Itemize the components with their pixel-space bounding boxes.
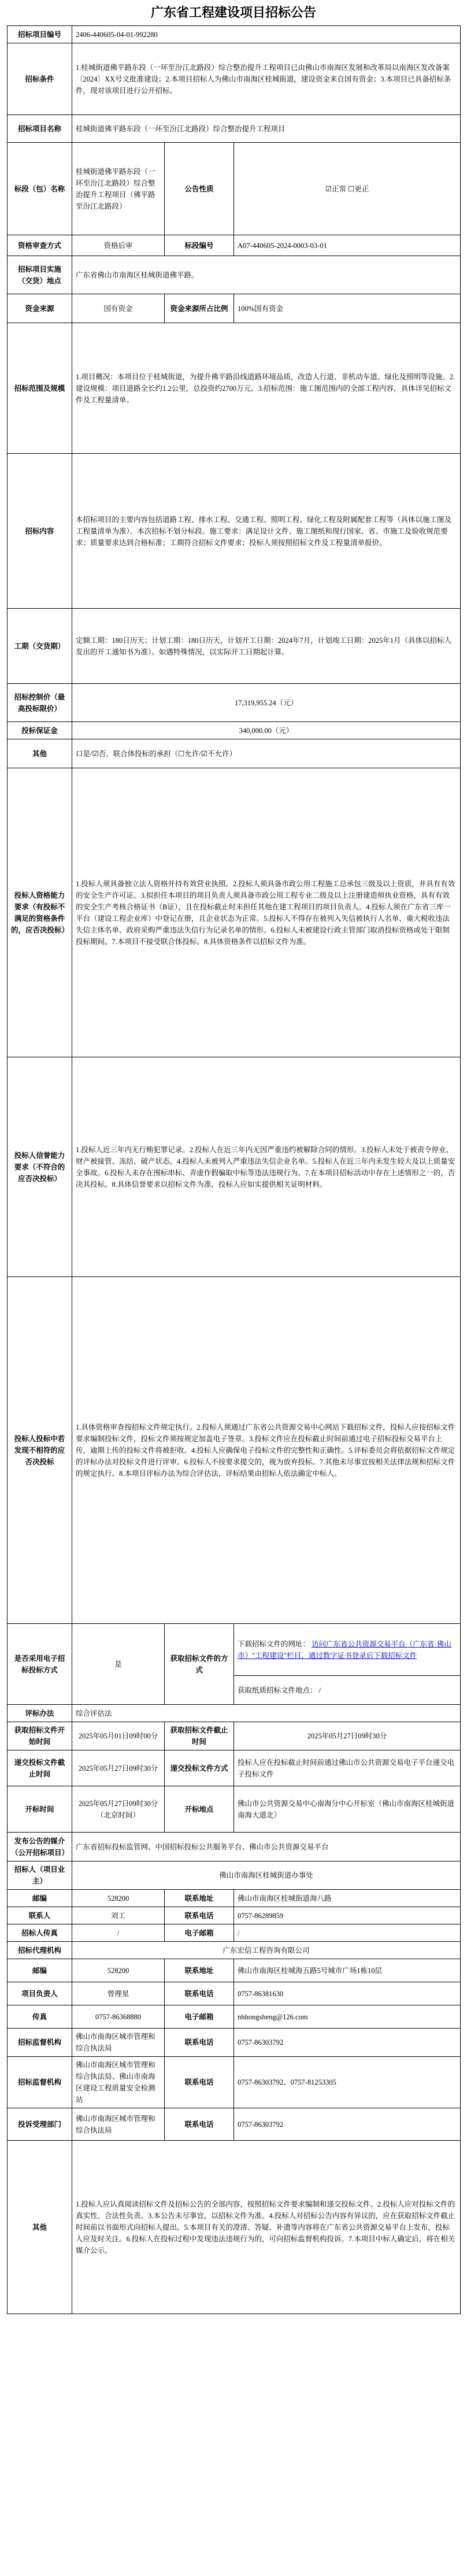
agent-fax-label: 传真: [8, 2005, 72, 2029]
complaint-value: 佛山市南海区城市管理和综合执法局: [72, 2108, 165, 2141]
tenderer-fax-label: 招标人传真: [8, 1924, 72, 1942]
row-period: [8, 609, 461, 684]
row-ceiling: [8, 684, 461, 722]
supervisor-value: 佛山市南海区城市管理和综合执法局: [72, 2029, 165, 2057]
online-value: 是: [72, 1624, 165, 1705]
row-name: [8, 115, 461, 143]
submit-time-label: 递交投标文件截止时间: [8, 1750, 72, 1786]
content-label: 招标内容: [8, 454, 72, 609]
other-value: 口是/☑否。联合体投标的承担（☐允许/☑不允许）: [72, 739, 461, 768]
supervisor2-tel-label: 联系电话: [165, 2057, 234, 2108]
get-start-value: 2025年05月01日09时00分: [72, 1722, 165, 1750]
get-end-value: 2025年05月27日09时30分: [234, 1722, 461, 1750]
notes-label: 其他: [8, 2141, 72, 2314]
notes-value: 1.投标人应认真阅读招标文件及招标公告的全部内容，按照招标文件要求编制和递交投标文件。2.投标人应对投标文件的真实性、合法性负责。3.本公告未尽事宜，以招标文件为准。4.投标人对招标公告内容有异议的，应在获取招标文件截止时间前以书面形式向招标人提出。5.本项目有关的澄清、答疑、补遗等内容将在广东省公共资源交易平台上发布，投标人应及时关注。6.投标人在投标过程中发现违法违规行为的，可向招标监督机构投诉。7.本项目中标人确定后，将在相关媒介公示。: [72, 2141, 461, 2314]
name-label: 招标项目名称: [8, 115, 72, 143]
row-location: [8, 256, 461, 294]
complaint-tel-label: 联系电话: [165, 2108, 234, 2141]
row-submit: [8, 1750, 461, 1786]
section-value: 桂城街道佛平路东段（一环至汾江北路段）综合整治提升工程项目（佛平路至汾江北路段）: [72, 143, 165, 235]
submit-method-label: 递交投标文件方式: [165, 1750, 234, 1786]
row-tenderer: [8, 1861, 461, 1890]
tenderer-postcode-value: 528200: [72, 1890, 165, 1907]
agent-contact-value: 曾理星: [72, 1982, 165, 2005]
row-eval-method: [8, 1705, 461, 1722]
conditions-label: 招标条件: [8, 43, 72, 115]
tenderer-label: 招标人（项目业主）: [8, 1861, 72, 1890]
section-code-value: A07-440605-2024-0003-03-01: [234, 235, 461, 256]
agent-phone-label: 联系电话: [165, 1982, 234, 2005]
notice-title: 广东省工程建设项目招标公告: [150, 5, 316, 20]
tenderer-address-value: 佛山市南海区桂城街道海八路: [234, 1890, 461, 1907]
fund-ratio-label: 资金来源所占比例: [165, 294, 234, 323]
eval-method-label: 评标办法: [8, 1705, 72, 1722]
paper-doc: 获取纸质招标文件地点： /: [234, 1676, 461, 1705]
fund-label: 资金来源: [8, 294, 72, 323]
scope-label: 招标范围及规模: [8, 323, 72, 454]
fund-value: 国有资金: [72, 294, 165, 323]
row-open: [8, 1786, 461, 1833]
row-tenderer-2: [8, 1907, 461, 1924]
online-label: 是否采用电子招标投标方式: [8, 1624, 72, 1705]
row-content: [8, 454, 461, 609]
tenderer-phone-value: 0757-86289859: [234, 1907, 461, 1924]
agent-phone-value: 0757-86381630: [234, 1982, 461, 2005]
row-complaint: [8, 2108, 461, 2141]
row-scope: [8, 323, 461, 454]
evaluation-value: 1.投标人近三年内无行贿犯罪记录。2.投标人在近三年内无因严重违约被解除合同的情形。3.投标人未处于被责令停业、财产被接管、冻结、破产状态。4.投标人未被列入严重违法失信企业名单。5.投标人在近三年内未发生较大及以上质量安全事故。6.投标人未存在围标串标、弄虚作假骗取中标等违法违规行为。7.在本项目招标活动中存在上述情形之一的，否决其投标。8.具体信誉要求以招标文件为准，投标人应如实提供相关证明材料。: [72, 1057, 461, 1277]
supervisor2-tel-value: 0757-86303792、0757-81253305: [234, 2057, 461, 2108]
row-tenderer-3: [8, 1924, 461, 1942]
tenderer-contact-label: 联系人: [8, 1907, 72, 1924]
submit-time-value: 2025年05月27日09时30分: [72, 1750, 165, 1786]
get-start-label: 获取招标文件开始时间: [8, 1722, 72, 1750]
supervisor2-value: 佛山市南海区城市管理和综合执法局、佛山市南海区建设工程质量安全检测站: [72, 2057, 165, 2108]
method-value: 1.具体资格审查按招标文件规定执行。2.投标人须通过广东省公共资源交易中心网站下载招标文件，投标人应按招标文件要求编制投标文件，投标文件须按规定加盖电子签章。3.投标文件应在投标截止时间前通过电子招标投标交易平台上传，逾期上传的投标文件将被拒收。4.投标人应确保电子投标文件的完整性和正确性。5.评标委员会将依据招标文件规定的评标办法对投标文件进行评审。6.投标人不按要求提交的，视为放弃投标。7.其他未尽事宜按相关法律法规和招标文件的规定执行。8.本项目评标办法为综合评估法，评标结果由招标人依法确定中标人。: [72, 1277, 461, 1624]
agent-postcode-value: 528200: [72, 1959, 165, 1982]
row-tenderer-1: [8, 1890, 461, 1907]
row-supervisor-2: [8, 2057, 461, 2108]
guarantee-value: 340,000.00（元）: [72, 722, 461, 739]
row-method: [8, 1277, 461, 1624]
agent-address-label: 联系地址: [165, 1959, 234, 1982]
notice-table: [7, 25, 461, 2314]
row-guarantee: [8, 722, 461, 739]
tenderer-address-label: 联系地址: [165, 1890, 234, 1907]
open-time-label: 开标时间: [8, 1786, 72, 1833]
agent-fax-value: 0757-86368880: [72, 2005, 165, 2029]
row-publish: [8, 1833, 461, 1861]
row-fund: [8, 294, 461, 323]
row-agent-1: [8, 1959, 461, 1982]
section-code-label: 标段编号: [165, 235, 234, 256]
tenderer-value: 佛山市南海区桂城街道办事处: [72, 1861, 461, 1890]
submit-method-value: 投标人应在投标截止时间前通过佛山市公共资源交易电子平台递交电子投标文件: [234, 1750, 461, 1786]
publish-value: 广东省招标投标监管网、中国招标投标公共服务平台、佛山市公共资源交易平台: [72, 1833, 461, 1861]
tenderer-fax-value: /: [72, 1924, 165, 1942]
row-notes: [8, 2141, 461, 2314]
tenderer-email-label: 电子邮箱: [165, 1924, 234, 1942]
complaint-label: 投诉受理部门: [8, 2108, 72, 2141]
notice-nature-value: ☑正常 ☐更正: [234, 143, 461, 235]
row-section: [8, 143, 461, 235]
conditions-value: 1.桂城街道佛平路东段（一环至汾江北路段）综合整治提升工程项目已由佛山市南海区发展和改革局以南海区发改备案〔2024〕XX号文批准建设；2.本项目招标人为佛山市南海区桂城街道，建设资金来自国有资金；3.本项目已具备招标条件，现对该项目进行公开招标。: [72, 43, 461, 115]
eval-method-value: 综合评估法: [72, 1705, 461, 1722]
row-qualification: [8, 768, 461, 1057]
supervisor-tel-value: 0757-86303792: [234, 2029, 461, 2057]
agent-email-value: nhhongsheng@126.com: [234, 2005, 461, 2029]
get-doc-label: 获取招标文件的方式: [165, 1624, 234, 1705]
tenderer-postcode-label: 邮编: [8, 1890, 72, 1907]
tenderer-phone-label: 联系电话: [165, 1907, 234, 1924]
row-supervisor: [8, 2029, 461, 2057]
ceiling-label: 招标控制价（最高投标限价）: [8, 684, 72, 722]
fund-ratio-value: 100%国有资金: [234, 294, 461, 323]
agent-address-value: 佛山市南海区桂城海五路5号城市广场1栋10层: [234, 1959, 461, 1982]
open-time-value: 2025年05月27日09时30分（北京时间）: [72, 1786, 165, 1833]
agent-contact-label: 项目负责人: [8, 1982, 72, 2005]
name-value: 桂城街道佛平路东段（一环至汾江北路段）综合整治提升工程项目: [72, 115, 461, 143]
content-value: 本招标项目的主要内容包括道路工程、排水工程、交通工程、照明工程、绿化工程及附属配套工程等（具体以施工图及工程量清单为准）。本次招标不划分标段。施工要求：满足设计文件、施工图纸和现行国家、省、市施工及验收规范要求；质量要求达到合格标准；工期符合招标文件要求；投标人须按照招标文件及工程量清单报价。: [72, 454, 461, 609]
row-other: [8, 739, 461, 768]
period-label: 工期（交货期）: [8, 609, 72, 684]
row-cert-type: [8, 235, 461, 256]
guarantee-label: 投标保证金: [8, 722, 72, 739]
evaluation-label: 投标人信誉能力要求（不符合的应否决投标）: [8, 1057, 72, 1277]
section-label: 标段（包）名称: [8, 143, 72, 235]
get-doc-site-label: 下载招标文件的网址: [238, 1639, 303, 1648]
row-agent-2: [8, 1982, 461, 2005]
project-no-label: 招标项目编号: [8, 26, 72, 43]
supervisor-label: 招标监督机构: [8, 2029, 72, 2057]
agent-email-label: 电子邮箱: [165, 2005, 234, 2029]
get-end-label: 获取招标文件截止时间: [165, 1722, 234, 1750]
method-label: 投标人投标中若发现不相符的应否决投标: [8, 1277, 72, 1624]
period-value: 定额工期：180日历天；计划工期：180日历天，计划开工日期：2024年7月，计划竣工日期：2025年1月（具体以招标人发出的开工通知书为准）。如遇特殊情况，以实际开工日期起计算。: [72, 609, 461, 684]
supervisor-tel-label: 联系电话: [165, 2029, 234, 2057]
row-get-time: [8, 1722, 461, 1750]
agent-postcode-label: 邮编: [8, 1959, 72, 1982]
agent-label: 招标代理机构: [8, 1942, 72, 1959]
tenderer-email-value: /: [234, 1924, 461, 1942]
row-project-no: [8, 26, 461, 43]
notice-nature-label: 公告性质: [165, 143, 234, 235]
other-label: 其他: [8, 739, 72, 768]
get-doc-site-link[interactable]: 访问广东省公共资源交易平台（广东省·佛山市）"工程建设"栏目，通过数字证书登录后下载招标文件: [238, 1639, 451, 1660]
open-place-label: 开标地点: [165, 1786, 234, 1833]
get-doc-site: 下载招标文件的网址： 访问广东省公共资源交易平台（广东省·佛山市）"工程建设"栏目，通过数字证书登录后下载招标文件: [234, 1624, 461, 1676]
cert-type-label: 资格审查方式: [8, 235, 72, 256]
project-no-value: 2406-440605-04-01-992280: [72, 26, 461, 43]
qualification-value: 1.投标人须具备独立法人资格并持有效营业执照。2.投标人须具备市政公用工程施工总承包三级及以上资质，并具有有效的安全生产许可证。3.拟担任本项目的项目负责人须具备市政公用工程专业二级及以上注册建造师执业资格，具有有效的安全生产考核合格证书（B证），且在投标截止时未担任其他在建工程项目的项目负责人。4.投标人须在广东省三库一平台（建设工程企业库）中登记在册，且企业状态为正常。5.投标人不得存在被列入失信被执行人名单、重大税收违法失信主体名单、政府采购严重违法失信行为记录名单的情形。6.投标人未被建设行政主管部门取消投标资格或处于限制投标期间。7.本项目不接受联合体投标。8.具体资格条件以招标文件为准。: [72, 768, 461, 1057]
location-label: 招标项目实施（交货）地点: [8, 256, 72, 294]
open-place-value: 佛山市公共资源交易中心南海分中心开标室（佛山市南海区桂城街道南海大道北）: [234, 1786, 461, 1833]
agent-value: 广东宏信工程咨询有限公司: [72, 1942, 461, 1959]
paper-doc-value: /: [318, 1686, 321, 1694]
publish-label: 发布公告的媒介（公开招标项目）: [8, 1833, 72, 1861]
row-evaluation: [8, 1057, 461, 1277]
paper-doc-label: 获取纸质招标文件地点: [238, 1686, 310, 1694]
row-online: [8, 1624, 461, 1676]
supervisor2-label: 招标监督机构: [8, 2057, 72, 2108]
tenderer-contact-value: 刘工: [72, 1907, 165, 1924]
location-value: 广东省佛山市南海区桂城街道佛平路。: [72, 256, 461, 294]
cert-type-value: 资格后审: [72, 235, 165, 256]
ceiling-value: 17,319,955.24（元）: [72, 684, 461, 722]
row-conditions: [8, 43, 461, 115]
row-agent: [8, 1942, 461, 1959]
scope-value: 1.项目概况：本项目位于桂城街道，为提升佛平路沿线道路环境品质，改造人行道、非机动车道、绿化及照明等设施。2.建设规模：项目道路全长约1.2公里，总投资约2700万元。3.招标范围：施工图范围内的全部工程内容，具体详见招标文件及工程量清单。: [72, 323, 461, 454]
row-agent-3: [8, 2005, 461, 2029]
qualification-label: 投标人资格能力要求（有投标不满足的资格条件的，应否决投标）: [8, 768, 72, 1057]
complaint-tel-value: 0757-86303792: [234, 2108, 461, 2141]
